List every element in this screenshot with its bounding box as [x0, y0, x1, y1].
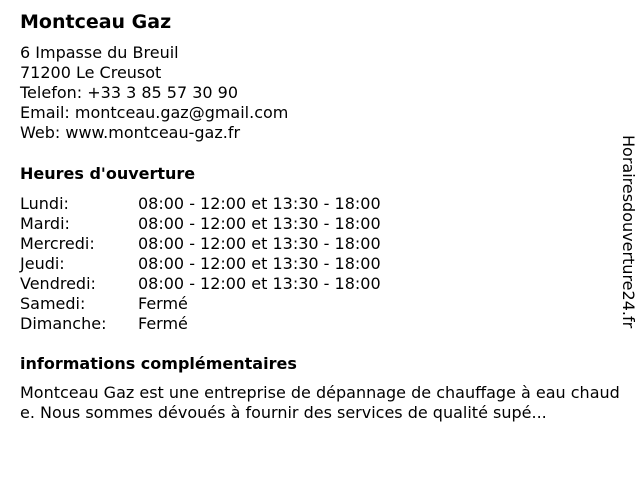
- day-hours: Fermé: [138, 294, 188, 313]
- day-label: Samedi:: [20, 294, 86, 313]
- contact-block: [20, 43, 288, 143]
- day-hours: 08:00 - 12:00 et 13:30 - 18:00: [138, 194, 381, 213]
- phone-number: Telefon: +33 3 85 57 30 90: [20, 83, 239, 102]
- day-hours: 08:00 - 12:00 et 13:30 - 18:00: [138, 254, 381, 273]
- day-hours: 08:00 - 12:00 et 13:30 - 18:00: [138, 274, 381, 293]
- day-label: Jeudi:: [20, 254, 65, 273]
- day-hours: Fermé: [138, 314, 188, 333]
- business-name: Montceau Gaz: [20, 11, 172, 33]
- day-label: Lundi:: [20, 194, 69, 213]
- opening-hours-table: [20, 194, 381, 334]
- day-hours: 08:00 - 12:00 et 13:30 - 18:00: [138, 234, 381, 253]
- hours-row-wednesday: [20, 234, 381, 254]
- street-address: 6 Impasse du Breuil: [20, 43, 179, 62]
- additional-info-heading: informations complémentaires: [20, 354, 297, 373]
- city-postal: 71200 Le Creusot: [20, 63, 162, 82]
- day-label: Dimanche:: [20, 314, 107, 333]
- website: Web: www.montceau-gaz.fr: [20, 123, 241, 142]
- opening-hours-heading: Heures d'ouverture: [20, 164, 196, 183]
- day-label: Mercredi:: [20, 234, 95, 253]
- hours-row-saturday: [20, 294, 381, 314]
- hours-row-friday: [20, 274, 381, 294]
- site-watermark: Horairesdouverture24.fr: [619, 135, 638, 329]
- hours-row-monday: [20, 194, 381, 214]
- business-description: Montceau Gaz est une entreprise de dépannage de chauffage à eau chaude. Nous sommes dévoués à fournir des services de qualité supé...: [20, 383, 620, 422]
- day-label: Mardi:: [20, 214, 70, 233]
- day-label: Vendredi:: [20, 274, 96, 293]
- hours-row-tuesday: [20, 214, 381, 234]
- hours-row-thursday: [20, 254, 381, 274]
- email-address: Email: montceau.gaz@gmail.com: [20, 103, 289, 122]
- hours-row-sunday: [20, 314, 381, 334]
- day-hours: 08:00 - 12:00 et 13:30 - 18:00: [138, 214, 381, 233]
